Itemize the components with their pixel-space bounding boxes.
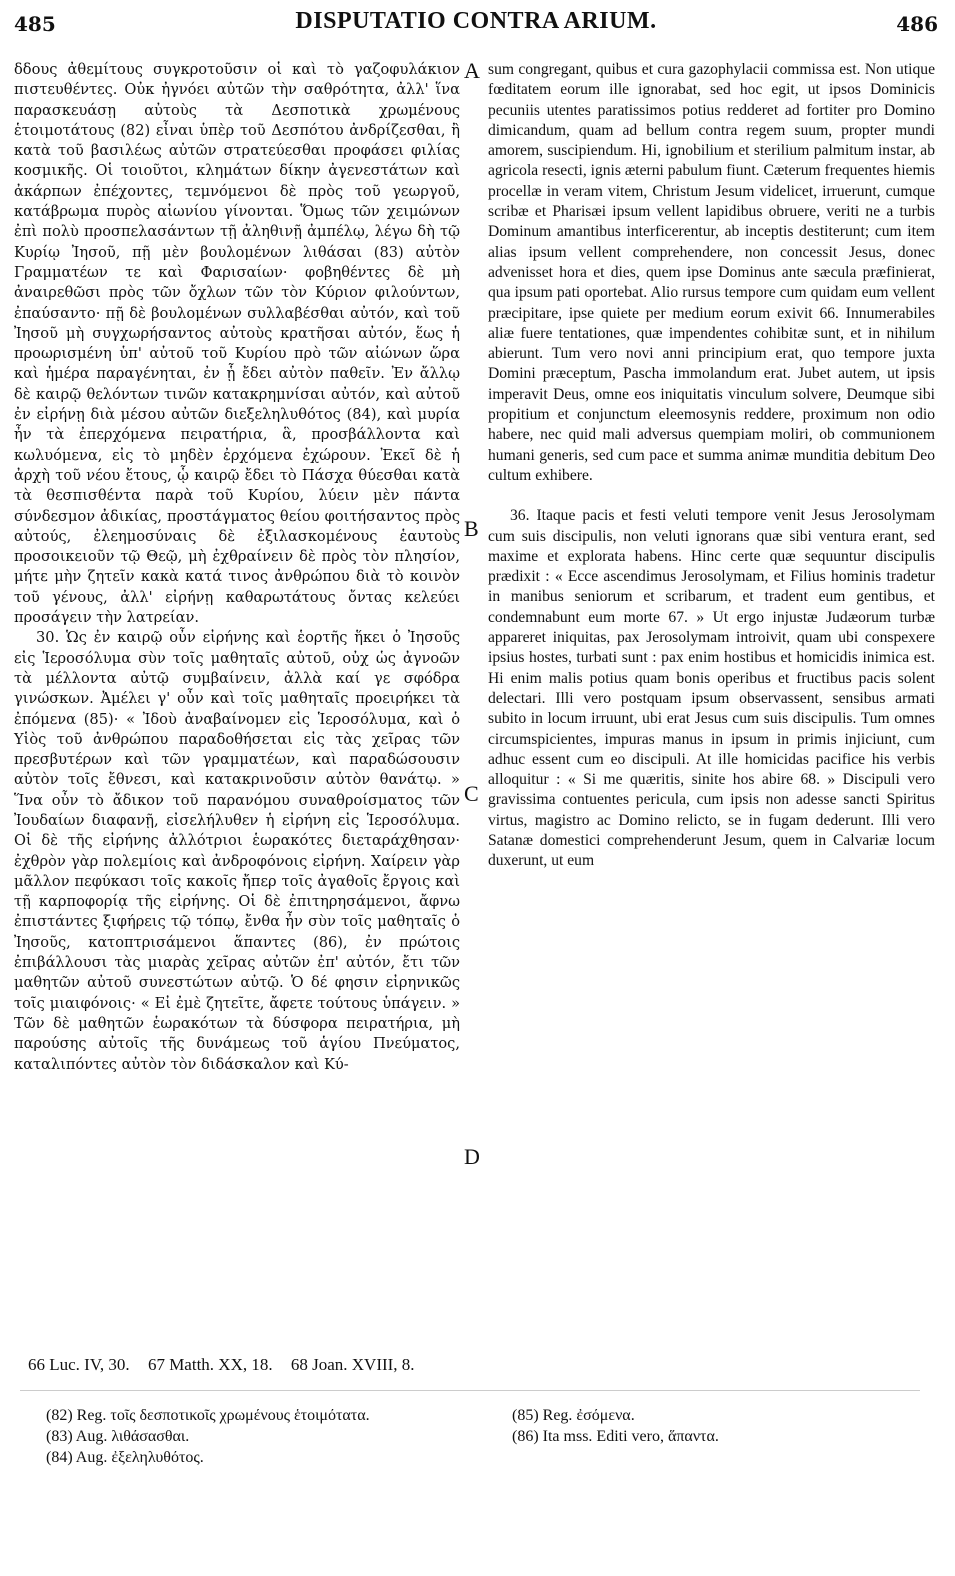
latin-paragraph-36: 36. Itaque pacis et festi veluti tempore venit Jesus Jerosolymam cum suis discipulis, non veluti ignorans quæ sibi ventura erant, sed maxime et explorata habens. Hinc certe quæ sequuntur discipulis prædixit : « Ecce ascendimus Jerosolymam, et Filius hominis tradetur in manibus seniorum et scribarum, et tradent eum gentibus, et condemnabunt eum morte 67. » Ut ergo injustæ Judæorum turbæ appareret iniquitas, pax Jerosolymam introivit, quam ubi conspexere ipsius hostes, turbati sunt : pax enim hostibus et homicidis inimica est. Hi enim malis potius quam bonis operibus et fructibus pacis solent delectari. Illi vero postquam ipsum observassent, sensibus armati subito in locum irruunt, ubi erat Jesus cum suis discipulis. Tum omnes circumspicientes, impuras manus in ipsum in primis injiciunt, cum adhuc essent cum eo discipuli. At ille homicidas pacifice his verbis alloquitur : « Si me quæritis, sinite hos abire 68. » Discipuli vero gravissima contuentes pericula, cum ipsis non adesse sancti Spiritus virtus, magistro ac Domino relicto, se in fugam dederunt. Illi vero Satanæ domestici comprehenderunt Jesum, quem in Calvariæ locum duxerunt, ut eum: [488, 507, 935, 870]
footnote: (84) Aug. ἐξεληλυθότος.: [46, 1449, 204, 1466]
margin-marker-b: B: [464, 516, 479, 541]
footnote: (83) Aug. λιθάσασθαι.: [46, 1428, 190, 1445]
scripture-ref: 68 Joan. XVIII, 8.: [290, 1355, 415, 1374]
scripture-ref: 66 Luc. IV, 30.: [28, 1355, 130, 1374]
margin-marker-d: D: [464, 1144, 480, 1169]
footnote: (85) Reg. ἐσόμενα.: [512, 1407, 635, 1424]
greek-column: [14, 60, 460, 1075]
page-header: [14, 6, 938, 42]
footnotes-right: [512, 1405, 932, 1447]
footnote: (86) Ita mss. Editi vero, ἅπαντα.: [512, 1428, 719, 1445]
footnote: (82) Reg. τοῖς δεσποτικοῖς χρωμένους ἑτοιμότατα.: [46, 1407, 370, 1424]
footnote-divider: [20, 1390, 920, 1391]
footnotes-left: [46, 1405, 486, 1468]
scripture-ref: 67 Matth. XX, 18.: [147, 1355, 273, 1374]
latin-paragraph-1: sum congregant, quibus et cura gazophylacii commissa est. Non utique fœditatem eorum ille ignorabat, sed hoc egit, ut ipsos Dominicis pecuniis utentes paratissimos potius redderet ad fortiter pro Domino dimicandum, quam ad bellum contra regem suum, propter mundi amorem, suscipiendum. Hi, ignobilium et sterilium palmitum instar, ab agricola resecti, ignis æterni pabulum fiunt. Cæterum frequentes hiemis procellæ in veram vitem, Christum Jesum videlicet, irruerunt, cumque scribæ et Pharisæi ipsum vellent lapidibus obruere, veriti ne a turbis Dominum amantibus interficerentur, ab inceptis destiterunt; cum item alias ipsum vellent comprehendere, non concessit Jesus, donec advenisset hora et dies, quem ipse Dominus ante sæcula præfinierat, qua ipsum pati oportebat. Alio rursus tempore cum quidam eum vellent præcipitare, ipse quiete per medium eorum exivit 66. Innumerabiles aliæ fuere tentationes, quæ impendentes cohibitæ sunt, et in nihilum abierunt. Tum vero novi anni principium erat, quo tempore juxta Domini præceptum, Pascha immolandum erat. Jubet autem, ut ipsis imperavit Deus, omne eos iniquitatis vinculum solvere, Deumque sibi propitium et conjunctum eleemosynis reddere, proximum non odio habere, nec quid mali adversus quempiam moliri, ob communionem humani generis, sed cum pace et summa animæ munditia debitum Deo cultum exhibere.: [488, 61, 935, 484]
scripture-references: [28, 1355, 628, 1375]
latin-column: [488, 60, 935, 872]
page-number-right: 486: [896, 12, 938, 36]
margin-marker-a: A: [464, 58, 480, 83]
page-number-left: 485: [14, 12, 56, 36]
greek-paragraph-30: 30. Ὡς ἐν καιρῷ οὖν εἰρήνης καὶ ἑορτῆς ἥκει ὁ Ἰησοῦς εἰς Ἱεροσόλυμα σὺν τοῖς μαθηταῖς αὐτοῦ, οὐχ ὡς ἀγνοῶν τὰ μέλλοντα αὐτῷ συμβαίνειν, ἀλλὰ καί γε σφόδρα γινώσκων. Ἀμέλει γ' οὖν καὶ τοῖς μαθηταῖς προειρήκει τὰ ἐπόμενα (85)· « Ἰδοὺ ἀναβαίνομεν εἰς Ἱεροσόλυμα, καὶ ὁ Υἱὸς τοῦ ἀνθρώπου παραδοθήσεται εἰς τὰς χεῖρας τῶν πρεσβυτέρων καὶ τῶν γραμματέων, καὶ παραδώσουσιν αὐτὸν τοῖς ἔθνεσι, καὶ κατακρινοῦσιν αὐτὸν θανάτῳ. » Ἵνα οὖν τὸ ἄδικον τοῦ παρανόμου συναθροίσματος τῶν Ἰουδαίων διαφανῇ, εἰσελήλυθεν ἡ εἰρήνη εἰς Ἱεροσόλυμα. Οἱ δὲ τῆς εἰρήνης ἀλλότριοι ἑωρακότες διεταράχθησαν· ἐχθρὸν γὰρ πολεμίοις καὶ ἀνδροφόνοις εἰρήνη. Χαίρειν γὰρ μᾶλλον πεφύκασι τοῖς κακοῖς ἤπερ τοῖς ἀγαθοῖς ἔργοις καὶ τῇ καρποφορίᾳ τῆς εἰρήνης. Οἱ δὲ ἐπιτηρησάμενοι, ἄφνω ἐπιστάντες ξιφήρεις τῷ τόπῳ, ἔνθα ἦν σὺν τοῖς μαθηταῖς ὁ Ἰησοῦς, κατοπτρισάμενοι ἅπαντες (86), ἐν πρώτοις ἐπιβάλλουσι τὰς μιαρὰς χεῖρας αὐτῶν ἐπ' αὐτόν, ἔτι τῶν μαθητῶν αὐτοῦ συνεστώτων αὐτῷ. Ὁ δέ φησιν εἰρηνικῶς τοῖς μιαιφόνοις· « Εἰ ἐμὲ ζητεῖτε, ἄφετε τούτους ὑπάγειν. » Τῶν δὲ μαθητῶν ἑωρακότων τὰ δύσφορα πειρατήρια, μὴ παρούσης αὐτοῖς τῆς δυνάμεως τοῦ ἁγίου Πνεύματος, καταλιπόντες αὐτὸν τὸν διδάσκαλον καὶ Κύ-: [14, 629, 460, 1073]
running-title: DISPUTATIO CONTRA ARIUM.: [295, 8, 657, 34]
greek-paragraph-1: δδους ἀθεμίτους συγκροτοῦσιν οἱ καὶ τὸ γαζοφυλάκιον πιστευθέντες. Οὐκ ἠγνόει αὐτῶν τὴν σαθρότητα, ἀλλ' ἵνα παρασκευάσῃ αὐτοὺς τὰ Δεσποτικὰ χρωμένους ἑτοιμοτάτους (82) εἶναι ὑπὲρ τοῦ Δεσπότου ἀνδρίζεσθαι, ἢ κατὰ τοῦ βασιλέως αὐτῶν στρατεύεσθαι προφάσει φιλίας κοσμικῆς. Οἱ τοιοῦτοι, κλημάτων δίκην ἀγενεστάτων καὶ ἀκάρπων ἐπέχοντες, τεμνόμενοι δὲ πρὸς τοῦ γεωργοῦ, κατάβρωμα πυρὸς αἰωνίου γίνονται. Ὅμως τῶν χειμώνων ἐπὶ πολὺ προσπελασάντων τῇ ἀληθινῇ ἀμπέλῳ, λέγω δὴ τῷ Κυρίῳ Ἰησοῦ, πῇ μὲν βουλομένων λιθάσαι (83) αὐτὸν Γραμματέων τε καὶ Φαρισαίων· φοβηθέντες δὲ μὴ ἀναιρεθῶσι πρὸς τῶν ὄχλων τῶν τὸν Κύριον φιλούντων, ἐπαύσαντο· πῇ δὲ βουλομένων συλλαβέσθαι αὐτόν, καὶ τοῦ Ἰησοῦ μὴ συγχωρήσαντος αὐτοὺς κρατῆσαι αὐτόν, ἕως ἡ προωρισμένη ὑπ' αὐτοῦ τοῦ Κυρίου πρὸ τῶν αἰώνων ὥρα καὶ ἡμέρα παραγένηται, ἐν ᾗ ἔδει αὐτὸν παθεῖν. Ἐν ἄλλῳ δὲ καιρῷ θελόντων τινῶν κατακρημνίσαι αὐτόν, καὶ αὐτοῦ ἐν εἰρήνῃ διὰ μέσου αὐτῶν διεξεληλυθότος (84), καὶ μυρία ἦν τὰ ἐπερχόμενα πειρατήρια, ἃ, προσβάλλοντα καὶ κωλυόμενα, εἰς τὸ μηδὲν ἐρχόμενα ἐχώρουν. Ἐκεῖ δὲ ἡ ἀρχὴ τοῦ νέου ἔτους, ᾧ καιρῷ ἔδει τὸ Πάσχα θύεσθαι κατὰ τὰ θεσπισθέντα παρὰ τοῦ Κυρίου, λύειν μὲν πάντα σύνδεσμον ἀδικίας, προστάγματος θείου φοιτήσαντος πρὸς αὐτούς, ἐλεημοσύναις δὲ ἐξιλασκομένους ἑαυτοὺς προσοικειοῦν τῷ Θεῷ, μὴ ἐχθραίνειν δὲ πρὸς τὸν πλησίον, μήτε μὴν ζητεῖν κακὰ κατά τινος ἀνθρώπου διὰ τὸ κοινὸν τοῦ γένους, ἀλλ' εἰρήνῃ καθαρωτάτους ὄντας κελεύει προσάγειν τὴν λατρείαν.: [14, 61, 460, 627]
margin-marker-c: C: [464, 781, 479, 806]
